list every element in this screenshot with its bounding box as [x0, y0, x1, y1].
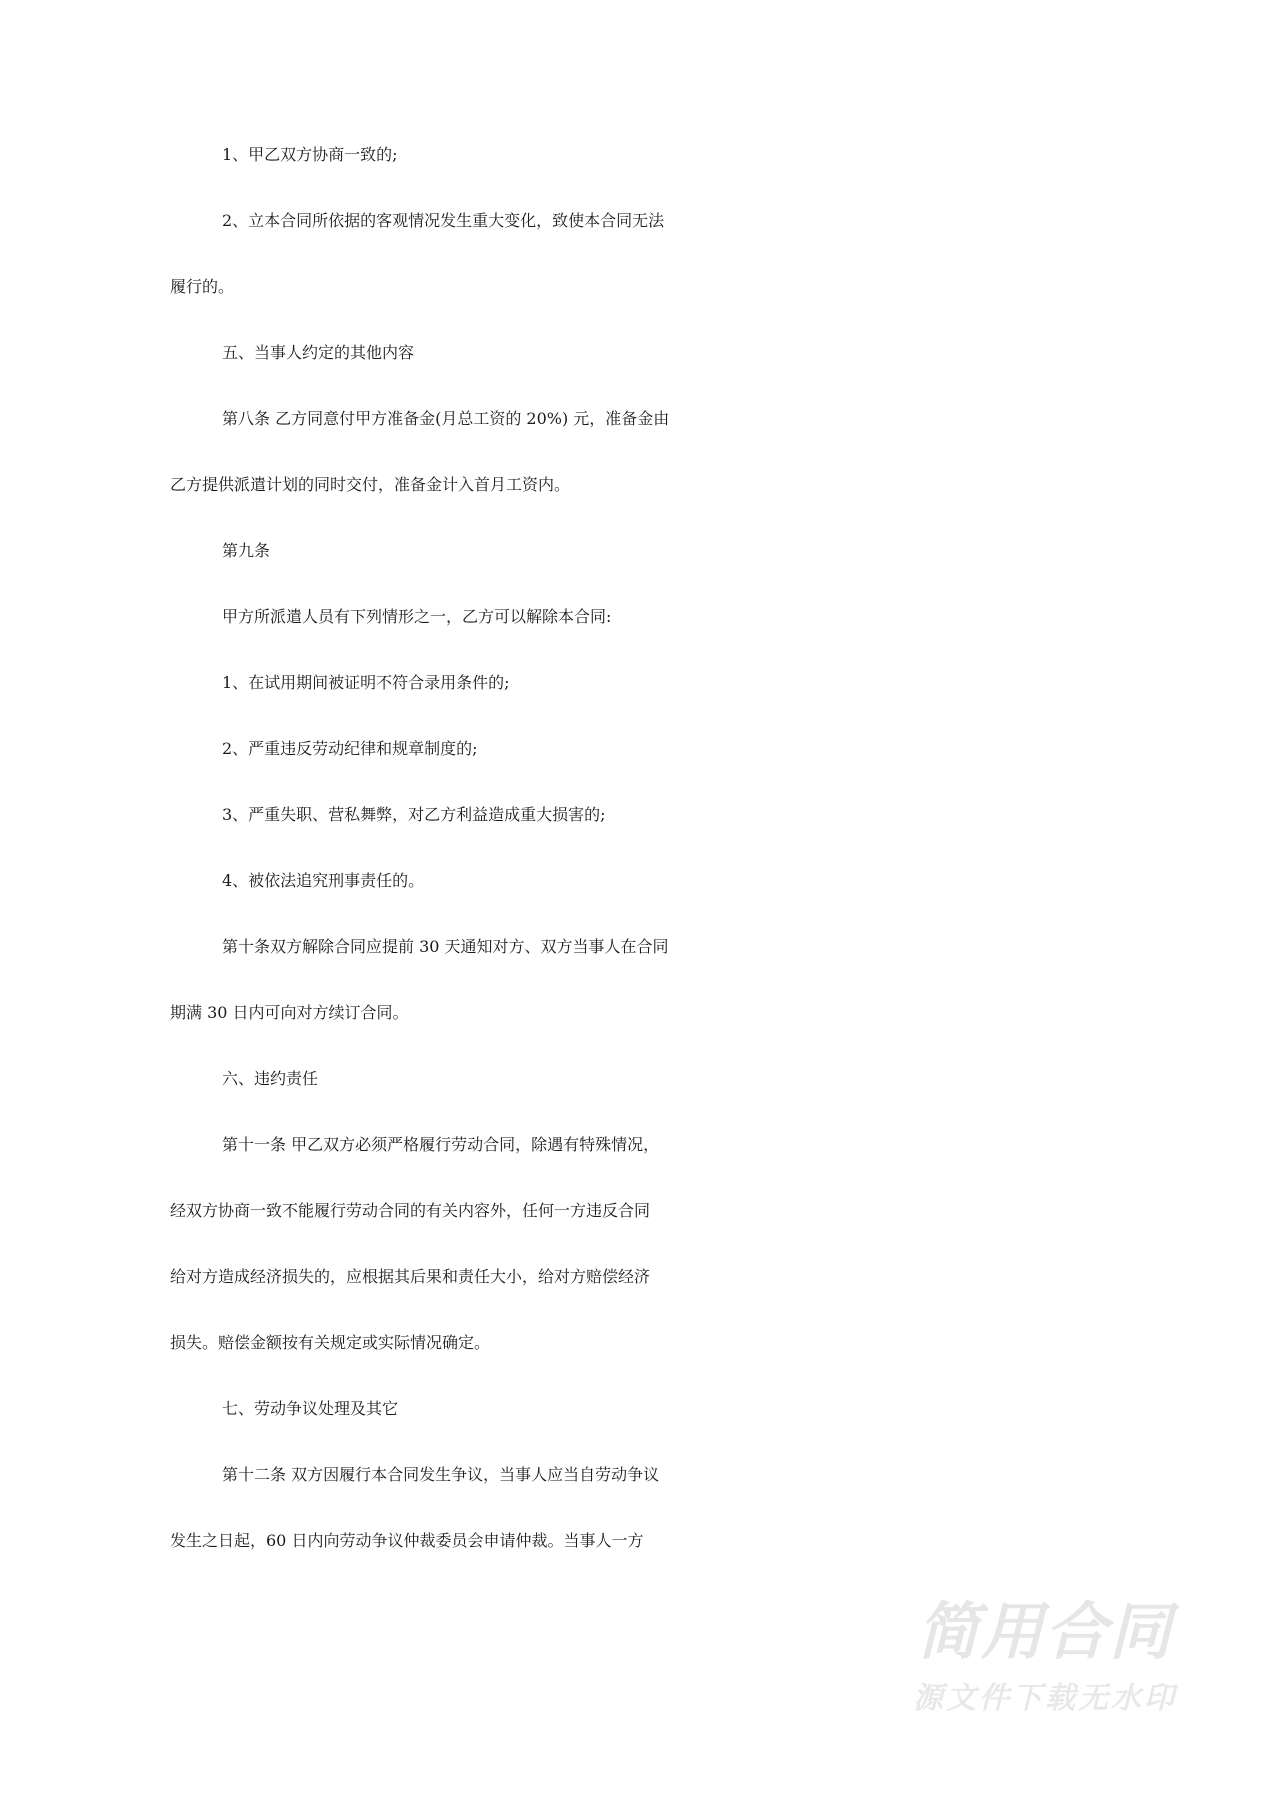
watermark	[880, 1595, 1210, 1721]
section-heading: 五、当事人约定的其他内容	[222, 343, 415, 362]
watermark-subtitle: 源文件下载无水印	[913, 1681, 1177, 1716]
text-line: 给对方造成经济损失的，应根据其后果和责任大小，给对方赔偿经济	[170, 1267, 651, 1286]
text-line: 第十二条 双方因履行本合同发生争议，当事人应当自劳动争议	[222, 1465, 660, 1484]
text-line: 期满 30 日内可向对方续订合同。	[170, 1003, 409, 1022]
text-line: 第十条双方解除合同应提前 30 天通知对方、双方当事人在合同	[222, 937, 669, 956]
text-line: 履行的。	[170, 277, 235, 296]
article-heading: 第九条	[222, 541, 271, 560]
list-item: 2、严重违反劳动纪律和规章制度的;	[222, 739, 478, 758]
text-line: 损失。赔偿金额按有关规定或实际情况确定。	[170, 1333, 491, 1352]
text-line: 1、甲乙双方协商一致的;	[222, 145, 398, 164]
watermark-title: 简用合同	[916, 1595, 1173, 1668]
document-body	[170, 142, 1085, 1594]
text-line: 第八条 乙方同意付甲方准备金(月总工资的 20%) 元，准备金由	[222, 409, 670, 428]
text-line: 甲方所派遣人员有下列情形之一，乙方可以解除本合同:	[222, 607, 612, 626]
text-line: 第十一条 甲乙双方必须严格履行劳动合同，除遇有特殊情况，	[222, 1135, 660, 1154]
list-item: 3、严重失职、营私舞弊，对乙方利益造成重大损害的;	[222, 805, 606, 824]
section-heading: 六、违约责任	[222, 1069, 319, 1088]
text-line: 2、立本合同所依据的客观情况发生重大变化，致使本合同无法	[222, 211, 665, 230]
text-line: 经双方协商一致不能履行劳动合同的有关内容外，任何一方违反合同	[170, 1201, 651, 1220]
list-item: 1、在试用期间被证明不符合录用条件的;	[222, 673, 510, 692]
section-heading: 七、劳动争议处理及其它	[222, 1399, 399, 1418]
list-item: 4、被依法追究刑事责任的。	[222, 871, 425, 890]
text-line: 发生之日起，60 日内向劳动争议仲裁委员会申请仲裁。当事人一方	[170, 1531, 644, 1550]
text-line: 乙方提供派遣计划的同时交付，准备金计入首月工资内。	[170, 475, 571, 494]
